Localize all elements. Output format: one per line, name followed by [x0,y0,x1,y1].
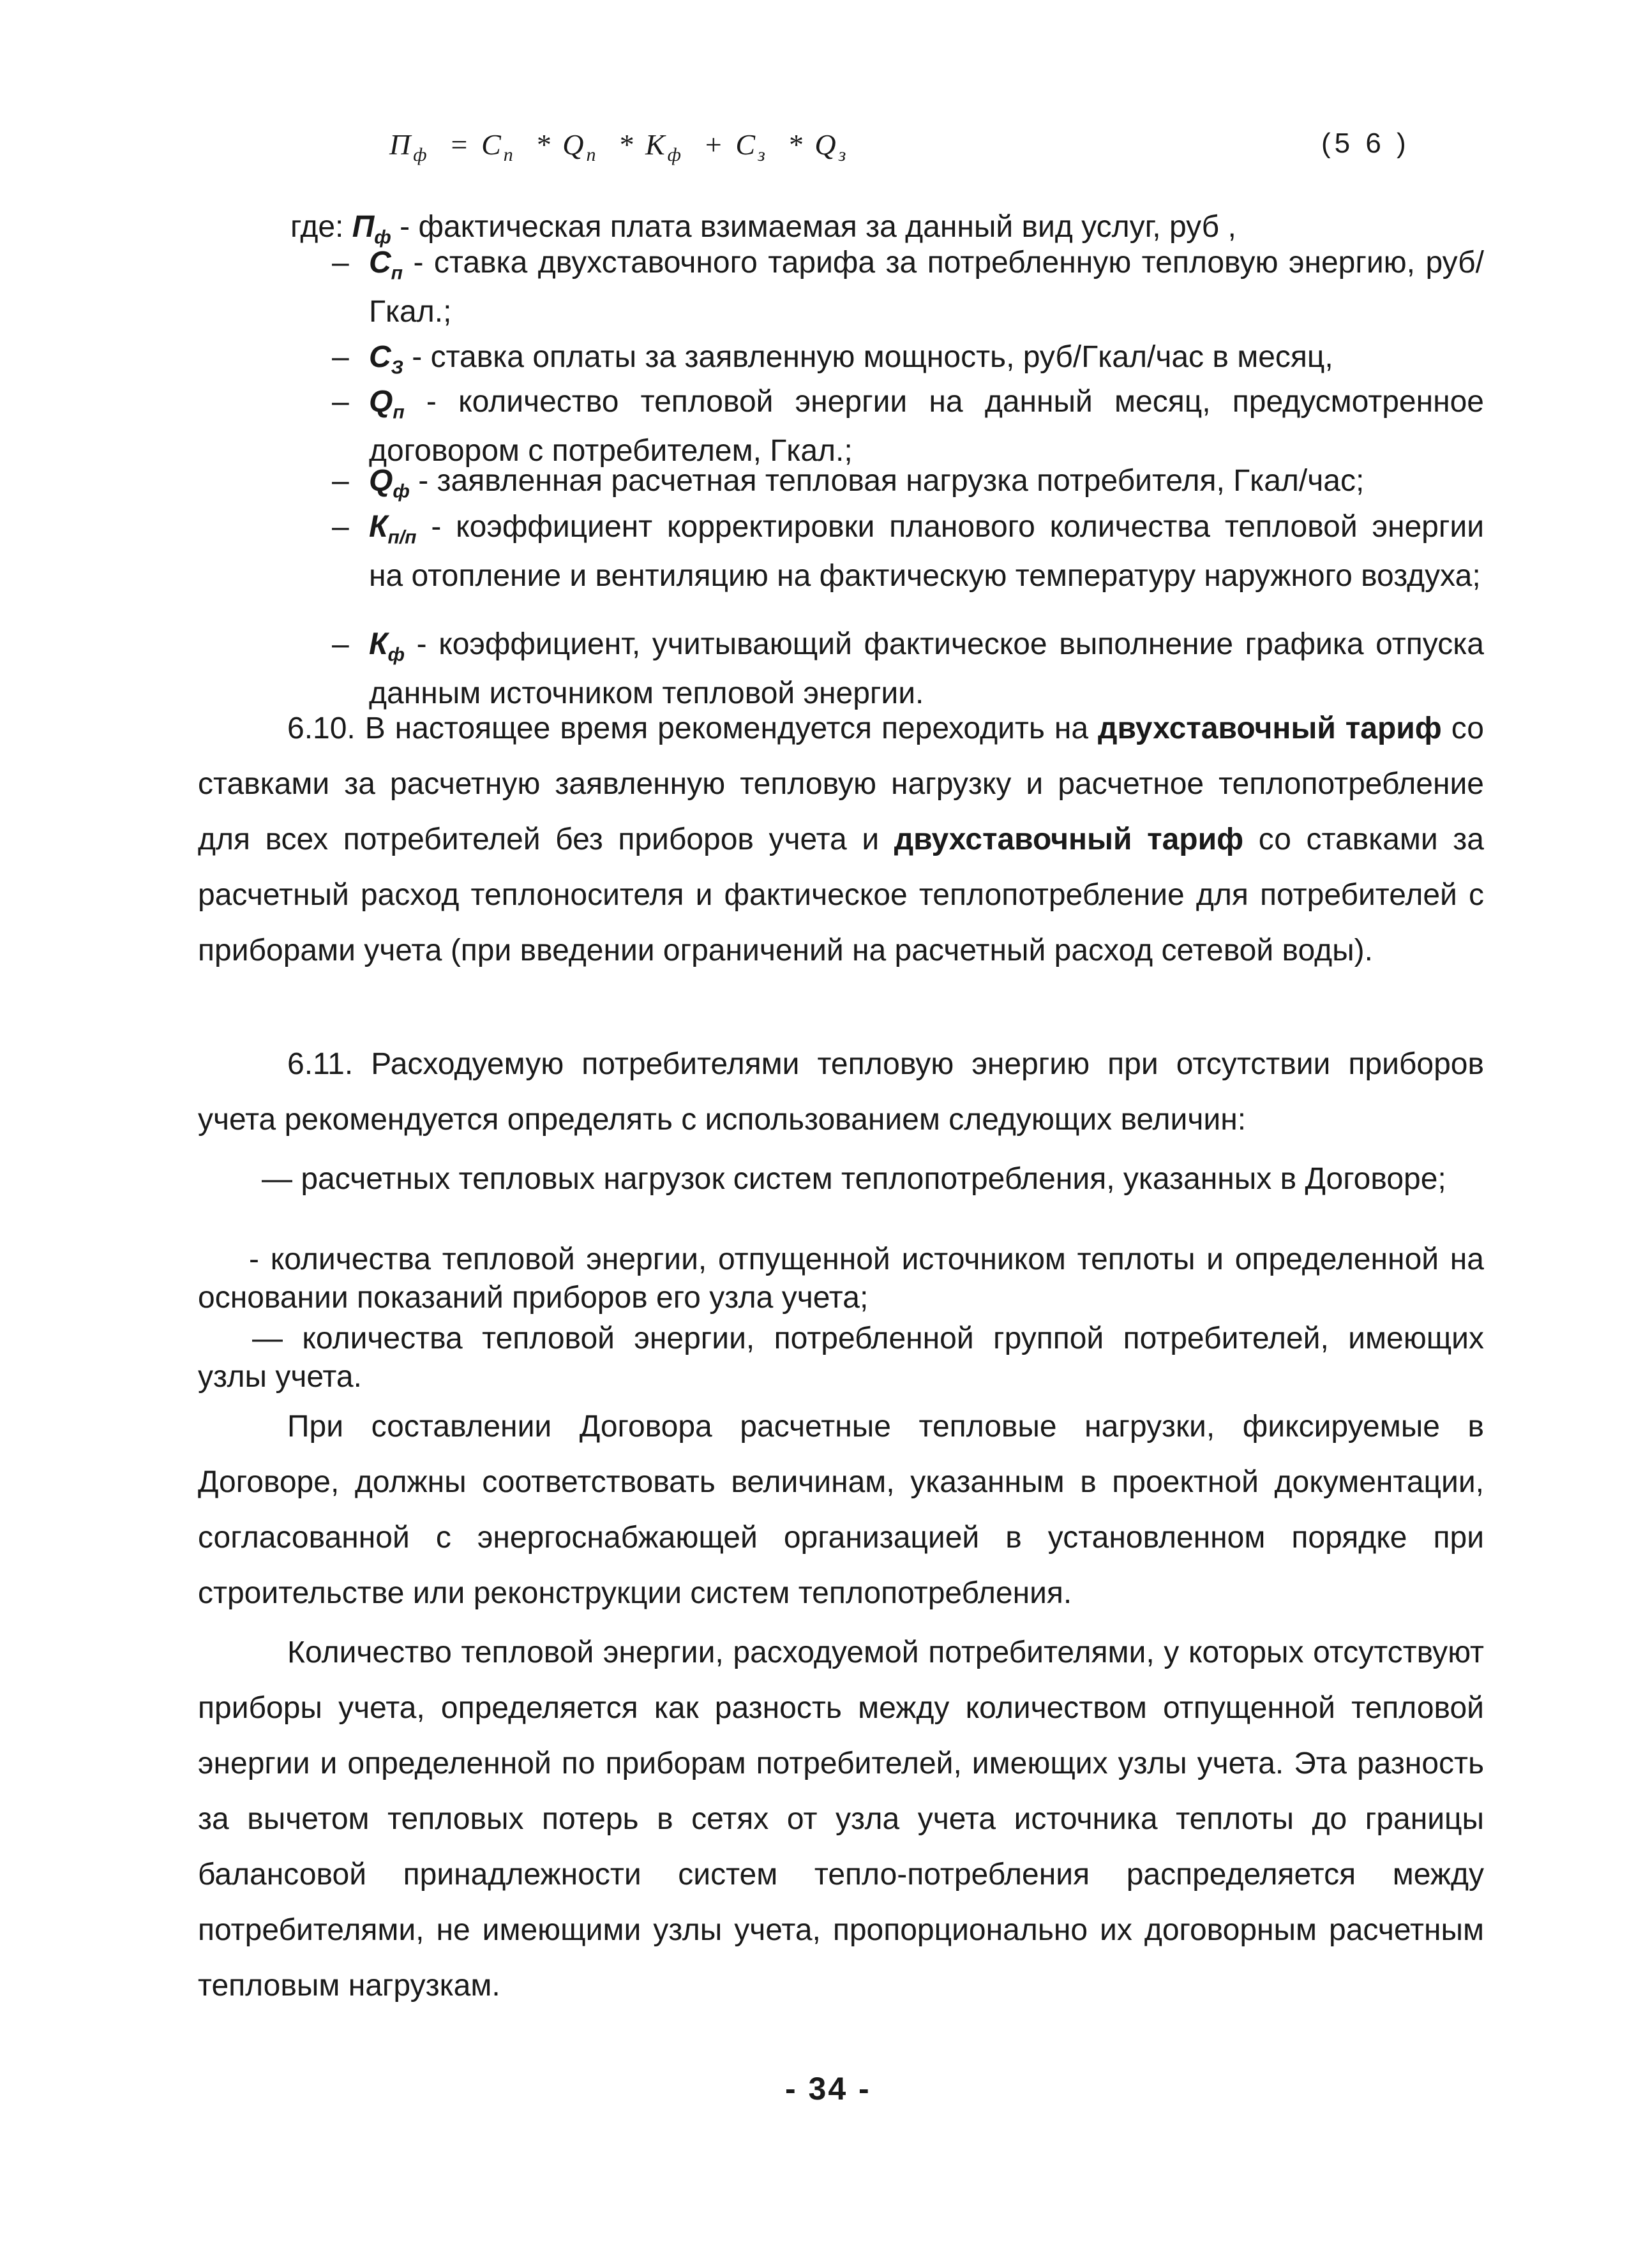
formula-subscript: п [503,144,516,166]
definition-item [332,244,1484,331]
symbol-subscript: п [391,262,403,284]
definition-symbol [369,627,405,666]
definition-text: - заявленная расчетная тепловая нагрузка потребителя, Гкал/час; [409,464,1365,498]
bold-term: двухставочный тариф [894,823,1244,856]
formula-subscript: ф [413,144,430,166]
formula-subscript: з [758,144,768,166]
symbol-subscript: З [391,357,403,378]
bullet-item: — расчетных тепловых нагрузок систем теплопотребления, указанных в Договоре; [262,1162,1446,1196]
definition-text: - количество тепловой энергии на данный месяц, предусмотренное договором с потребителем, Гкал.; [369,385,1484,468]
definition-symbol [369,464,410,502]
formula-symbol: П [389,128,414,161]
definition-symbol [369,246,403,284]
bold-term: двухставочный тариф [1098,712,1442,745]
paragraph-kolichestvo: Количество тепловой энергии, расходуемой потребителями, у которых отсутствуют приборы учета, определяется как разность между количеством отпущенной тепловой энергии и определенной по приборам потребителей, имеющих узлы учета. Эта разность за вычетом тепловых потерь в сетях от узла учета источника теплоты до границы балансовой принадлежности систем тепло-потребления распределяется между потребителями, не имеющими узлы учета, пропорционально их договорным расчетным тепловым нагрузкам. [198,1636,1484,2003]
definition-item [332,508,1484,595]
paragraph-text: со ставками за расчетную заявленную тепловую нагрузку и расчетное теплопотребление для всех потребителей без приборов учета и [198,712,1485,856]
formula-symbol: С [481,128,504,161]
paragraph-text: 6.10. В настоящее время рекомендуется переходить на [287,712,1098,745]
dash: – [332,510,349,544]
page-number: - 34 - [785,2071,871,2107]
paragraph-text: со ставками за расчетный расход теплоносителя и фактическое теплопотребление для потребителей с приборами учета (при введении ограничений на расчетный расход сетевой воды). [198,823,1485,967]
symbol-letter: С [369,246,391,280]
symbol-subscript: п/п [387,526,417,548]
definition-item [332,338,1484,387]
dash: – [332,340,349,374]
definition-symbol [369,385,405,423]
definitions-prefix: где: [290,210,352,244]
definition-text: - ставка оплаты за заявленную мощность, руб/Гкал/час в месяц, [403,340,1333,374]
formula-subscript: п [586,144,599,166]
paragraph-dogovor: При составлении Договора расчетные тепловые нагрузки, фиксируемые в Договоре, должны соответствовать величинам, указанным в проектной документации, согласованной с энергоснабжающей организацией в установленном порядке при строительстве или реконструкции систем теплопотребления. [198,1410,1484,1610]
symbol-letter: К [369,510,388,544]
definition-symbol [369,510,417,548]
symbol-letter: Q [369,385,393,419]
symbol-subscript: п [393,401,405,423]
dash: – [332,246,349,280]
formula-symbol: К [645,128,668,161]
definition-item [332,383,1484,470]
formula-subscript: ф [667,144,684,166]
symbol-subscript: ф [374,227,391,248]
formula: $П_ф = С_п * Q_п * К_ф + С_з * Q_з$ [389,128,849,166]
formula-symbol: Q [814,128,839,161]
symbol-subscript: ф [387,644,405,666]
bullet-item: - количества тепловой энергии, отпущенной источником теплоты и определенной на основании показаний приборов его узла учета; [198,1242,1484,1315]
paragraph-6-11: 6.11. Расходуемую потребителями тепловую энергию при отсутствии приборов учета рекомендуется определять с использованием следующих величин: [198,1047,1484,1137]
dash: – [332,385,349,419]
symbol-letter: К [369,627,388,661]
bullet-item: — количества тепловой энергии, потребленной группой потребителей, имеющих узлы учета. [198,1322,1484,1394]
symbol-letter: П [352,210,375,244]
definition-text: - ставка двухставочного тарифа за потребленную тепловую энергию, руб/Гкал.; [369,246,1484,329]
symbol-subscript: ф [393,481,410,502]
definition-text: - коэффициент корректировки планового количества тепловой энергии на отопление и вентиляцию на фактическую температуру наружного воздуха; [369,510,1484,593]
definition-text: - фактическая плата взимаемая за данный вид услуг, руб , [391,210,1236,244]
formula-subscript: з [838,144,849,166]
definition-text: - коэффициент, учитывающий фактическое выполнение графика отпуска данным источником тепловой энергии. [369,627,1484,710]
dash: – [332,627,349,661]
paragraph-6-10 [198,701,1484,978]
symbol-letter: С [369,340,391,374]
definition-symbol [369,340,403,378]
definition-item [332,625,1484,713]
dash: – [332,464,349,498]
definition-item [332,462,1484,511]
symbol-letter: Q [369,464,393,498]
formula-symbol: С [735,128,758,161]
formula-symbol: Q [562,128,587,161]
definition-symbol [352,210,391,248]
equation-number: (5 6 ) [1321,128,1410,159]
